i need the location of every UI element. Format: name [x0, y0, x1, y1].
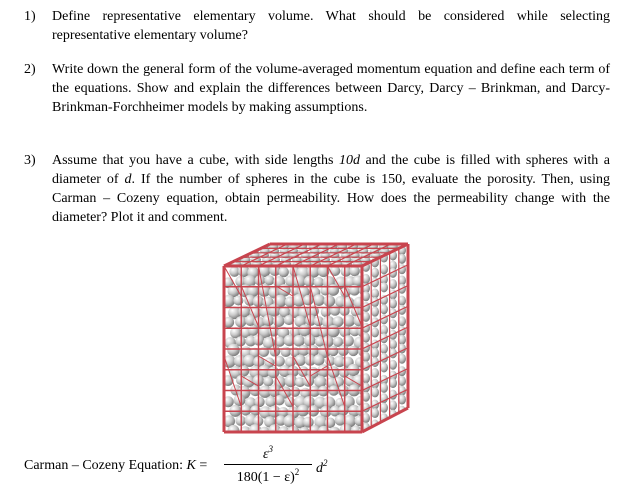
- sphere: [348, 346, 358, 356]
- sphere: [380, 403, 388, 413]
- denominator-expression: 180(1 − ε): [236, 470, 295, 485]
- sphere: [227, 344, 240, 357]
- sphere: [371, 307, 379, 317]
- sphere: [389, 319, 397, 329]
- sphere: [340, 424, 352, 436]
- sphere: [295, 355, 306, 366]
- numerator-exponent: 3: [268, 444, 274, 454]
- equation-lhs: K: [186, 458, 196, 473]
- sphere: [264, 275, 274, 285]
- sphere: [273, 315, 285, 327]
- sphere: [389, 360, 397, 370]
- sphere: [410, 248, 416, 254]
- sphere: [314, 277, 324, 287]
- question-text-part: . If the number of spheres in the cube is 150, evaluate the porosity. Then, using Carman – Cozeny equation, obtain permeability. How does the permeability change with the diameter? Plot it and comment.: [52, 172, 610, 225]
- equation-label-text: Carman – Cozeny Equation:: [24, 458, 184, 473]
- sphere: [389, 279, 397, 289]
- sphere: [410, 252, 416, 258]
- question-text: Define representative elementary volume. What should be considered while selecting representative elementary volume?: [52, 9, 610, 43]
- factor-exponent: 2: [323, 458, 328, 468]
- sphere: [313, 354, 324, 365]
- sphere: [293, 335, 305, 347]
- sphere: [371, 288, 379, 298]
- equation-label: [24, 458, 207, 474]
- equals-sign: =: [199, 458, 208, 473]
- sphere: [410, 257, 416, 263]
- sphere: [380, 363, 388, 373]
- sphere: [389, 299, 397, 309]
- sphere: [290, 387, 300, 397]
- question-text-part: Assume that you have a cube, with side lengths: [52, 153, 339, 168]
- numerator-symbol: ε: [262, 447, 269, 462]
- factor-symbol: d: [316, 461, 323, 476]
- question-number: 1): [24, 9, 36, 24]
- fraction-bar: [224, 464, 312, 465]
- sphere: [278, 267, 288, 277]
- sphere: [240, 405, 251, 416]
- sphere: [380, 304, 388, 314]
- sphere: [321, 307, 331, 317]
- sphere: [338, 405, 349, 416]
- sphere: [380, 264, 388, 274]
- sphere: [380, 383, 388, 393]
- sphere: [371, 408, 379, 418]
- sphere: [304, 276, 315, 287]
- sphere: [330, 305, 341, 316]
- sphere: [263, 376, 273, 386]
- equation-fraction: [224, 444, 312, 486]
- sphere: [371, 348, 379, 358]
- sphere: [338, 345, 349, 356]
- sphere: [293, 275, 306, 288]
- question-number: 2): [24, 62, 36, 77]
- sphere: [398, 236, 406, 243]
- question-text: [52, 151, 610, 227]
- sphere: [281, 347, 291, 357]
- denominator-exponent: 2: [294, 467, 300, 477]
- sphere: [248, 325, 258, 335]
- sphere: [380, 344, 388, 354]
- front-face-spheres: [223, 264, 371, 438]
- sphere: [389, 339, 397, 349]
- equation-numerator: [224, 444, 312, 462]
- sphere: [371, 387, 379, 397]
- sphere: [328, 346, 338, 356]
- side-length: 10d: [338, 153, 360, 168]
- sphere: [380, 282, 388, 292]
- question-text-part: and the cube is filled with spheres with a diameter of: [52, 153, 611, 187]
- sphere: [268, 304, 281, 317]
- sphere: [389, 378, 397, 388]
- sphere: [299, 324, 311, 336]
- sphere: [259, 347, 269, 357]
- sphere: [389, 400, 397, 410]
- question-3: [24, 151, 610, 227]
- sphere: [328, 366, 340, 378]
- sphere: [371, 327, 379, 337]
- sphere: [327, 325, 339, 337]
- sphere: [371, 268, 379, 278]
- equation-denominator: [224, 467, 312, 486]
- carman-cozeny-equation: [24, 444, 344, 496]
- sphere: [325, 418, 336, 429]
- equation-factor: [316, 458, 328, 477]
- sphere: [327, 284, 339, 296]
- question-2: [24, 60, 610, 117]
- question-number: 3): [24, 153, 36, 168]
- sphere: [324, 295, 336, 307]
- sphere: [303, 295, 314, 306]
- question-1: [24, 7, 610, 45]
- sphere: [371, 368, 379, 378]
- question-text: Write down the general form of the volume-averaged momentum equation and define each term of the equations. Show and explain the differences between Darcy, Darcy – Brinkman, and Darcy-Brinkman-Forchheimer models by making assumptions.: [52, 62, 610, 115]
- sphere: [283, 415, 295, 427]
- diameter-symbol: d: [124, 172, 132, 187]
- packed-spheres-cube-image: [212, 236, 416, 446]
- sphere: [238, 365, 249, 376]
